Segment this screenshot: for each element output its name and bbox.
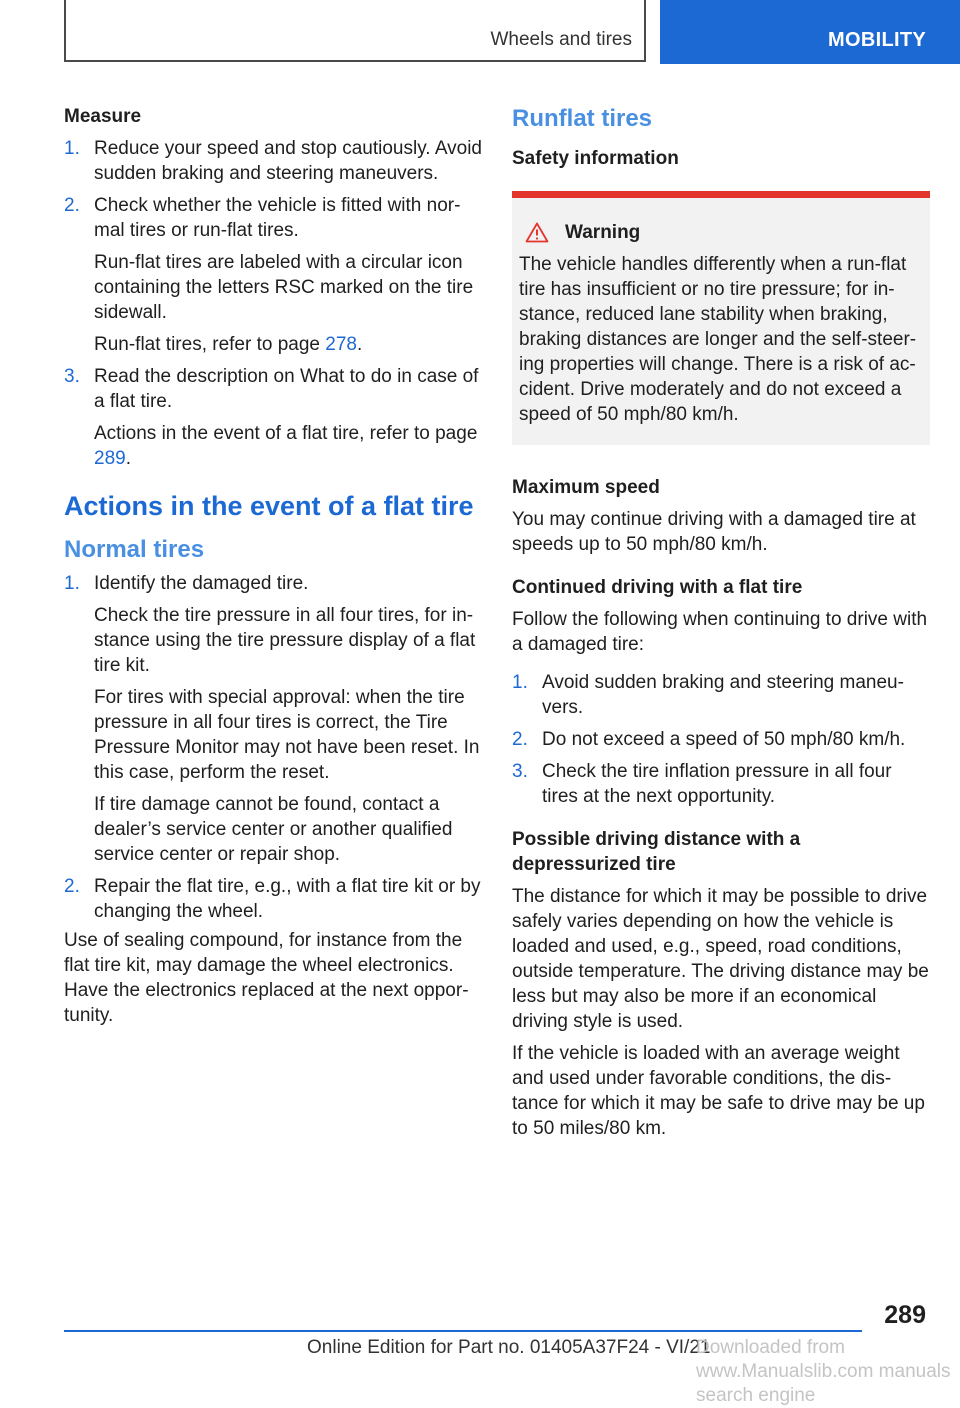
header-chapter-tab xyxy=(660,0,960,64)
sealing-compound-note: Use of sealing compound, for instance from the flat tire kit, may damage the wheel electronics. Have the electronics replaced at the next opportunity. xyxy=(64,930,469,1026)
page-link-278[interactable]: 278 xyxy=(325,334,357,355)
list-item xyxy=(512,727,930,752)
header-section-title: Wheels and tires xyxy=(490,29,632,50)
runflat-heading: Runflat tires xyxy=(512,105,653,132)
continued-driving-text: Follow the following when continuing to drive with a damaged tire: xyxy=(512,609,928,655)
step-detail: For tires with special approval: when the tire pressure in all four tires is correct, the Tire Pressure Monitor may not have been reset. In this case, perform the reset. xyxy=(94,687,480,783)
warning-triangle-icon xyxy=(525,222,549,243)
maximum-speed-text: You may continue driving with a damaged tire at speeds up to 50 mph/80 km/h. xyxy=(512,509,916,555)
continued-driving-heading: Continued driving with a flat tire xyxy=(512,577,803,598)
measure-heading: Measure xyxy=(64,106,142,127)
step-text: Avoid sudden braking and steering maneuvers. xyxy=(542,672,904,718)
normal-tires-heading: Normal tires xyxy=(64,536,205,563)
reference-text: Actions in the event of a flat tire, refer to page xyxy=(94,423,478,444)
warning-label: Warning xyxy=(565,222,641,243)
header-chapter-label: MOBILITY xyxy=(828,29,926,51)
step-text: Reduce your speed and stop cautiously. Avoid sudden braking and steering maneuvers. xyxy=(94,138,482,184)
step-text: Check the tire inflation pressure in all four tires at the next opportunity. xyxy=(542,761,892,807)
step-number: 2. xyxy=(64,876,80,897)
continued-driving-steps-list xyxy=(512,670,930,809)
right-column xyxy=(512,104,930,1141)
list-item xyxy=(512,670,930,720)
step-text: Check whether the vehicle is fitted with normal tires or run-flat tires. xyxy=(94,195,461,241)
list-item xyxy=(64,571,482,867)
footer-watermark: Downloaded from www.Manualslib.com manuals search engine xyxy=(696,1337,951,1406)
step-text: Do not exceed a speed of 50 mph/80 km/h. xyxy=(542,729,906,750)
step-text: Identify the damaged tire. xyxy=(94,573,309,594)
driving-distance-text-2: If the vehicle is loaded with an average weight and used under favorable conditions, the distance for which it may be safe to drive may be up to 50 miles/80 km. xyxy=(512,1043,925,1139)
list-item xyxy=(64,874,482,924)
step-number: 2. xyxy=(64,195,80,216)
safety-information-heading: Safety information xyxy=(512,148,679,169)
normal-tires-steps-list xyxy=(64,571,482,924)
warning-title xyxy=(519,220,922,245)
reference-suffix: . xyxy=(125,448,131,469)
page-link-289[interactable]: 289 xyxy=(94,448,126,469)
reference-suffix: . xyxy=(356,334,363,355)
step-number: 2. xyxy=(512,729,528,750)
step-detail: Check the tire pressure in all four tires, for instance using the tire pressure display of a flat tire kit. xyxy=(94,605,476,676)
driving-distance-text: The distance for which it may be possible to drive safely varies depending on how the vehicle is loaded and used, e.g., speed, road conditions, outside temperature. The driving distance may be less but may also be more if an economical driving style is used. xyxy=(512,886,929,1032)
list-item xyxy=(64,136,482,186)
step-detail-reference xyxy=(94,421,482,471)
measure-steps-list xyxy=(64,136,482,471)
warning-text: The vehicle handles differently when a run-flat tire has insufficient or no tire pressure; for instance, reduced lane stability when braking, braking distances are longer and the self-steering properties will change. There is a risk of accident. Drive moderately and do not exceed a speed of 50 mph/80 km/h. xyxy=(519,254,917,425)
page-number: 289 xyxy=(884,1301,926,1329)
footer-edition: Online Edition for Part no. 01405A37F24 - VI/21 xyxy=(307,1337,711,1358)
step-text: Read the description on What to do in case of a flat tire. xyxy=(94,366,479,412)
maximum-speed-heading: Maximum speed xyxy=(512,477,660,498)
driving-distance-heading: Possible driving distance with a depressurized tire xyxy=(512,829,801,875)
step-number: 3. xyxy=(512,761,528,782)
step-number: 1. xyxy=(64,573,80,594)
reference-text: Run-flat tires, refer to page xyxy=(94,334,326,355)
step-detail: If tire damage cannot be found, contact a dealer’s service center or another qualified service center or repair shop. xyxy=(94,794,453,865)
step-detail: Run-flat tires are labeled with a circular icon containing the letters RSC marked on the tire sidewall. xyxy=(94,252,474,323)
step-number: 1. xyxy=(64,138,80,159)
footer-divider xyxy=(64,1330,862,1332)
step-number: 3. xyxy=(64,366,80,387)
list-item xyxy=(64,193,482,357)
step-text: Repair the flat tire, e.g., with a flat tire kit or by changing the wheel. xyxy=(94,876,481,922)
list-item xyxy=(512,759,930,809)
actions-heading: Actions in the event of a flat tire xyxy=(64,491,474,521)
left-column xyxy=(64,104,482,1028)
header-section-box xyxy=(64,0,646,62)
step-number: 1. xyxy=(512,672,528,693)
warning-box xyxy=(512,191,930,445)
list-item xyxy=(64,364,482,471)
step-detail-reference xyxy=(94,332,482,357)
